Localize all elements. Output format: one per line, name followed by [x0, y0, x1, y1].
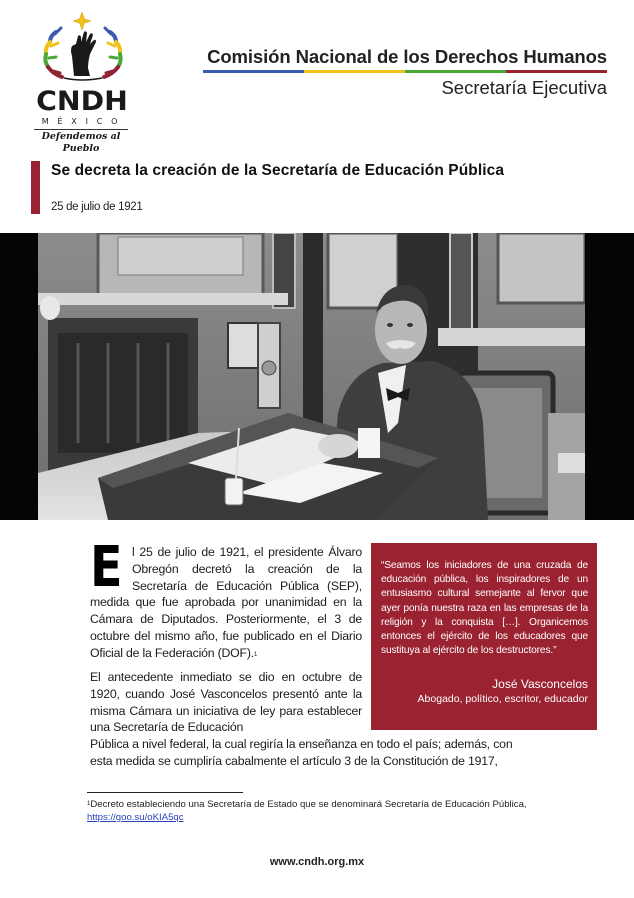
paragraph-2-text: El antecedente inmediato se dio en octubre de 1920, cuando José Vasconcelos presentó ante la misma Cámara un iniciativa de ley para establecer una Secretaría de Educación — [90, 670, 362, 735]
right-laurel-icon — [104, 28, 121, 77]
article-paragraph-2-continued — [90, 736, 590, 770]
cndh-logo — [28, 10, 138, 154]
rule-segment-green — [405, 70, 506, 73]
article-date: 25 de julio de 1921 — [51, 201, 143, 213]
footnote-number: 1 — [87, 801, 91, 807]
logo-tagline: Defendemos al Pueblo — [41, 131, 121, 154]
article-paragraph-1 — [90, 535, 362, 662]
star-icon — [73, 12, 91, 30]
footer-website[interactable]: www.cndh.org.mx — [269, 856, 365, 868]
left-laurel-icon — [45, 28, 62, 77]
header-color-rule — [203, 70, 607, 73]
paragraph-1-text: l 25 de julio de 1921, el presidente Álvaro Obregón decretó la creación de la Secretaría de Educación Pública (SEP), medida que fue aprobada por unanimidad en la Cámara de Diputados. Posteriormente, el 3 de octubre del mismo año, fue publicado en el Diario Oficial de la Federación (DOF). — [90, 545, 362, 660]
article-paragraph-2 — [90, 669, 362, 736]
historical-photo — [38, 233, 585, 520]
article-title: Se decreta la creación de la Secretaría de Educación Pública — [51, 162, 505, 179]
photo-obregon-at-desk — [38, 233, 585, 520]
footnote — [87, 798, 567, 824]
footnote-divider — [87, 792, 243, 793]
organization-title: Comisión Nacional de los Derechos Humanos — [207, 46, 607, 67]
footnote-link[interactable]: https://goo.su/oKIA5qc — [87, 812, 184, 823]
drop-cap: E — [90, 535, 123, 600]
footnote-ref-1[interactable]: 1 — [253, 651, 258, 658]
raised-hand-icon — [71, 31, 96, 76]
pull-quote-box — [371, 543, 597, 730]
logo-divider — [34, 129, 128, 130]
quote-author: José Vasconcelos — [492, 677, 588, 691]
title-accent-bar — [31, 161, 40, 214]
rule-segment-maroon — [506, 70, 607, 73]
logo-wordmark: CNDH — [36, 86, 128, 117]
quote-text: “Seamos los iniciadores de una cruzada de educación pública, los inspiradores de un entusiasmo cultural semejante al fervor que ayer ponía nuestra raza en las empresas de la religión y la conquista […]. Organicemos entonces el ejército de los educadores que sustituya al ejército de los destructores.” — [381, 560, 588, 657]
logo-country: MÉXICO — [41, 117, 127, 126]
footnote-text: Decreto estableciendo una Secretaría de Estado que se denominará Secretaría de Educación Pública, — [90, 799, 527, 810]
rule-segment-blue — [203, 70, 304, 73]
rule-segment-yellow — [304, 70, 405, 73]
department-subtitle: Secretaría Ejecutiva — [441, 77, 607, 98]
paragraph-2-line-5: Pública a nivel federal, la cual regiría la enseñanza en todo el país; además, con — [90, 737, 513, 751]
paragraph-2-line-6: esta medida se cumpliría cabalmente el artículo 3 de la Constitución de 1917, — [90, 753, 498, 768]
quote-author-role: Abogado, político, escritor, educador — [417, 693, 588, 705]
laurel-hand-emblem-icon — [34, 10, 134, 88]
